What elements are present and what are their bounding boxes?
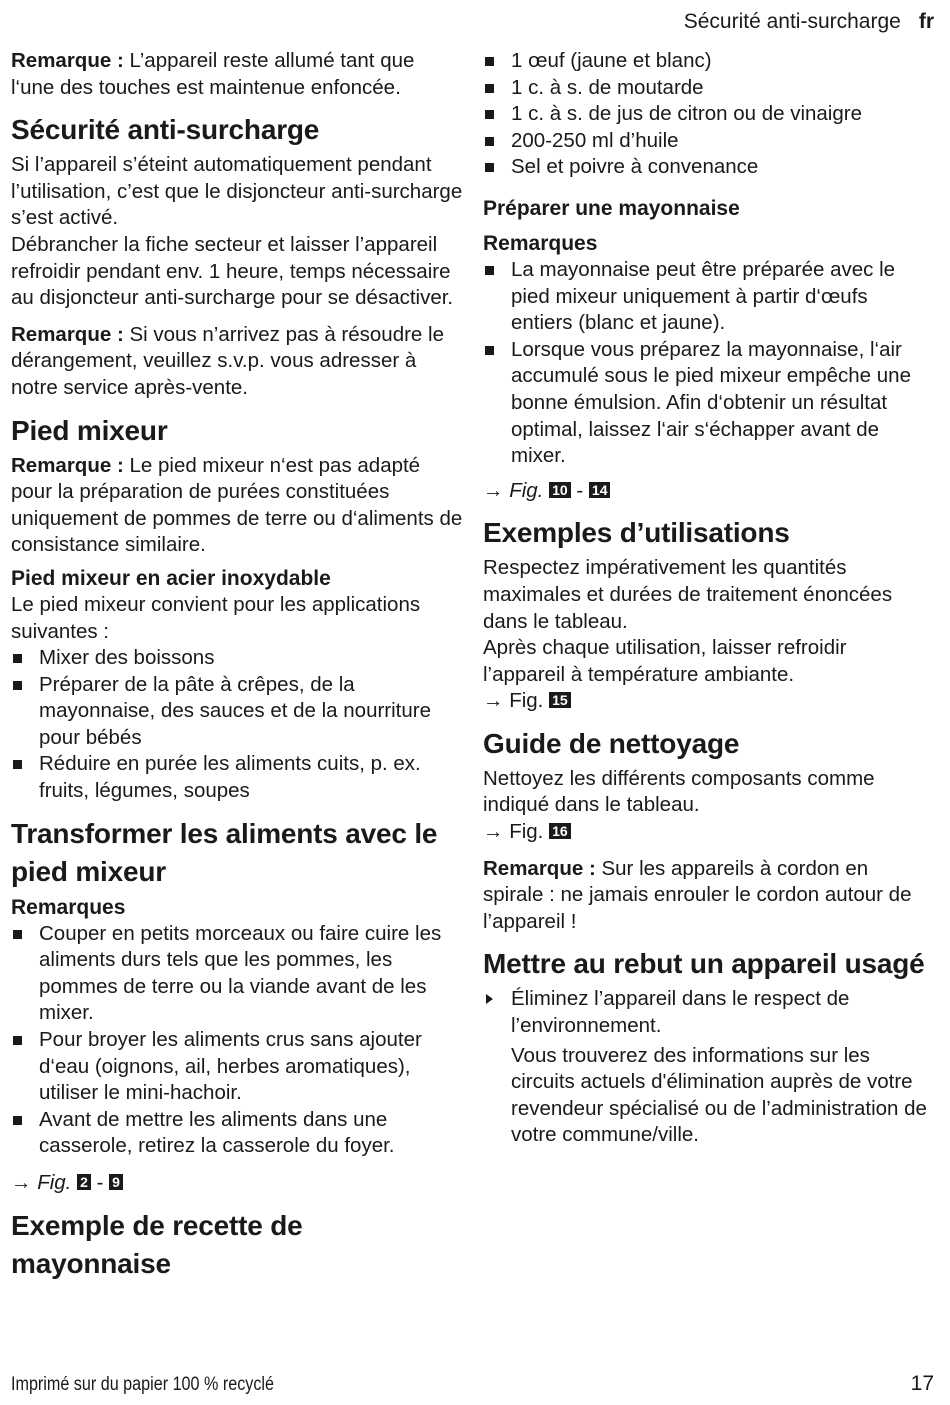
arrow-right-icon: → [11,1171,32,1194]
list-item: 1 c. à s. de jus de citron ou de vinaigre [483,101,933,128]
heading-pied-mixeur: Pied mixeur [11,414,168,446]
list-item: 1 c. à s. de moutarde [483,75,933,102]
list-item: Couper en petits morceaux ou faire cuire les aliments durs tels que les pommes, les pommes de terre ou la viande avant de les mixer. [11,921,463,1027]
note-cordon-spirale: Remarque : Sur les appareils à cordon en spirale : ne jamais enrouler le cordon autour de l’appareil ! [483,856,912,933]
figure-number-badge: 15 [549,692,571,708]
list-item: La mayonnaise peut être préparée avec le pied mixeur uniquement à partir d‘œufs entiers (blanc et jaune). [483,257,933,337]
figure-reference: → Fig. 10 - 14 [483,478,933,505]
securite-paragraph-1: Si l’appareil s’éteint automatiquement pendant l’utilisation, c’est que le disjoncteur anti-surcharge s’est activé. [11,153,463,230]
list-item: Préparer de la pâte à crêpes, de la mayonnaise, des sauces et de la nourriture pour bébés [11,672,463,752]
applications-list [11,645,463,805]
exemples-paragraph-1: Respectez impérativement les quantités maximales et durées de traitement énoncées dans le tableau. [483,556,893,633]
heading-mettre-au-rebut: Mettre au rebut un appareil usagé [483,948,925,980]
language-tag: fr [918,10,934,33]
transformer-remarques-list [11,921,463,1160]
page-number: 17 [910,1372,934,1395]
right-column [483,48,933,1149]
figure-reference: → Fig. 2 - 9 [11,1170,463,1197]
rebut-list [483,986,933,1039]
ingredients-list [483,48,933,181]
arrow-right-icon: → [483,820,504,844]
heading-transformer: Transformer les aliments avec le pied mixeur [11,817,438,887]
figure-number-badge: 2 [77,1174,91,1190]
recycled-paper-note: Imprimé sur du papier 100 % recyclé [11,1374,275,1395]
heading-acier-inoxydable: Pied mixeur en acier inoxydable [11,566,331,590]
header-title: Sécurité anti-surcharge [683,10,901,33]
figure-number-badge: 14 [589,482,611,498]
heading-guide-nettoyage: Guide de nettoyage [483,727,740,759]
nettoyage-paragraph: Nettoyez les différents composants comme indiqué dans le tableau. [483,766,875,817]
arrow-right-icon: → [483,478,504,502]
rebut-paragraph: Vous trouverez des informations sur les circuits actuels d'élimination auprès de votre revendeur spécialisé ou de l’administration de votre commune/ville. [511,1043,927,1147]
figure-reference: → Fig. 15 [483,688,933,715]
list-item: 200-250 ml d’huile [483,128,933,155]
list-item: Lorsque vous préparez la mayonnaise, l‘air accumulé sous le pied mixeur empêche une bonne émulsion. Afin d‘obtenir un résultat optimal, laissez l‘air s‘échapper avant de mixer. [483,337,933,470]
list-item: 1 œuf (jaune et blanc) [483,48,933,75]
list-item: Éliminez l’appareil dans le respect de l’environnement. [483,986,933,1039]
list-item: Sel et poivre à convenance [483,154,933,181]
heading-securite: Sécurité anti-surcharge [11,114,320,146]
securite-paragraph-2: Débrancher la fiche secteur et laisser l’appareil refroidir pendant env. 1 heure, temps nécessaire au disjoncteur anti-surcharge pour se désactiver. [11,232,454,310]
running-header [684,9,934,35]
note-service-apres-vente: Remarque : Si vous n’arrivez pas à résoudre le dérangement, veuillez s.v.p. vous adresser à notre service après-vente. [11,322,444,399]
figure-number-badge: 16 [549,823,571,839]
figure-number-badge: 10 [549,482,571,498]
heading-recette-mayonnaise: Exemple de recette de mayonnaise [11,1209,303,1279]
figure-reference: → Fig. 16 [483,819,933,846]
heading-remarques: Remarques [483,231,598,255]
arrow-right-icon: → [483,689,504,713]
left-column [11,48,463,1286]
exemples-paragraph-2: Après chaque utilisation, laisser refroidir l’appareil à température ambiante. [483,636,847,686]
heading-preparer-mayonnaise: Préparer une mayonnaise [483,196,740,220]
list-item: Mixer des boissons [11,645,463,672]
note-appareil-allume: Remarque : L’appareil reste allumé tant que l‘une des touches est maintenue enfoncée. [11,49,415,99]
list-item: Avant de mettre les aliments dans une casserole, retirez la casserole du foyer. [11,1107,463,1160]
note-purees: Remarque : Le pied mixeur n‘est pas adapté pour la préparation de purées constituées uniquement de pommes de terre ou d‘aliments de consistance similaire. [11,453,463,557]
acier-paragraph: Le pied mixeur convient pour les applications suivantes : [11,592,421,643]
heading-remarques: Remarques [11,895,126,919]
preparer-remarques-list [483,257,933,470]
list-item: Pour broyer les aliments crus sans ajouter d‘eau (oignons, ail, herbes aromatiques), utiliser le mini-hachoir. [11,1027,463,1107]
heading-exemples-utilisations: Exemples d’utilisations [483,517,790,549]
list-item: Réduire en purée les aliments cuits, p. ex. fruits, légumes, soupes [11,751,463,804]
figure-number-badge: 9 [109,1174,123,1190]
